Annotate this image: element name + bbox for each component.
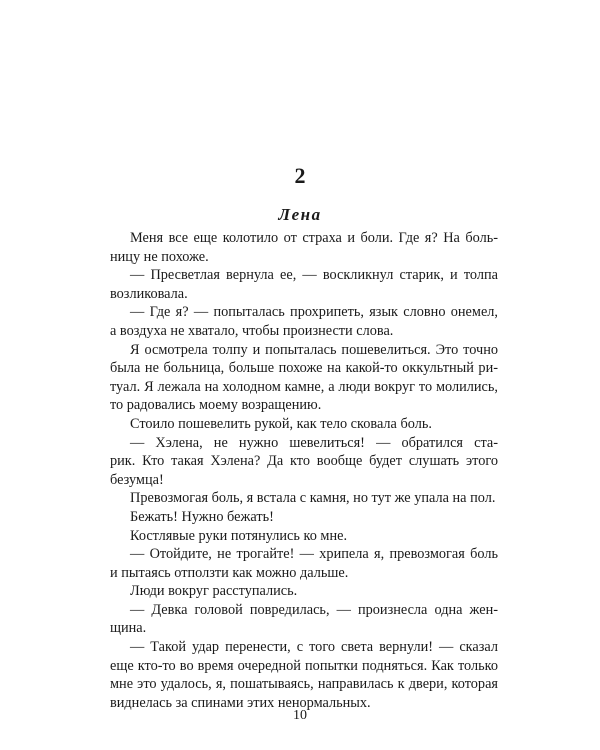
text-line: Я осмотрела толпу и попыталась пошевелиться. Это точно bbox=[130, 341, 498, 358]
text-line: а воздуха не хватало, чтобы произнести слова. bbox=[110, 322, 394, 339]
text-line: — Пресветлая вернула ее, — воскликнул старик, и толпа bbox=[130, 267, 498, 284]
text-line: Стоило пошевелить рукой, как тело сковала боль. bbox=[130, 415, 432, 432]
page-number: 10 bbox=[293, 708, 307, 723]
text-line: то радовались моему возращению. bbox=[110, 397, 322, 414]
text-line: виднелась за спинами этих ненормальных. bbox=[110, 694, 371, 711]
text-line: Костлявые руки потянулись ко мне. bbox=[130, 527, 348, 544]
text-line: мне это удалось, я, пошатываясь, направилась к двери, которая bbox=[110, 676, 498, 693]
text-line: — Такой удар перенести, с того света вернули! — сказал bbox=[130, 639, 498, 656]
text-line: Превозмогая боль, я встала с камня, но тут же упала на пол. bbox=[130, 490, 496, 507]
text-line: туал. Я лежала на холодном камне, а люди вокруг то молились, bbox=[110, 378, 498, 395]
body-text bbox=[110, 229, 498, 712]
text-line: Люди вокруг расступались. bbox=[130, 583, 298, 600]
text-line: рик. Кто такая Хэлена? Да кто вообще будет слушать этого bbox=[110, 453, 498, 470]
text-line: — Хэлена, не нужно шевелиться! — обратился ста- bbox=[130, 434, 498, 451]
chapter-title: Лена bbox=[278, 205, 322, 224]
text-line: Меня все еще колотило от страха и боли. Где я? На боль- bbox=[130, 230, 498, 246]
text-line: еще кто-то во время очередной попытки подняться. Как только bbox=[110, 657, 498, 674]
text-line: — Девка головой повредилась, — произнесла одна жен- bbox=[130, 601, 498, 618]
text-line: и пытаясь отползти как можно дальше. bbox=[110, 564, 349, 581]
text-line: ницу не похоже. bbox=[110, 248, 209, 265]
chapter-number: 2 bbox=[294, 163, 306, 188]
text-line: — Где я? — попыталась прохрипеть, язык словно онемел, bbox=[130, 304, 498, 321]
text-line: возликовала. bbox=[110, 285, 188, 302]
text-line: — Отойдите, не трогайте! — хрипела я, превозмогая боль bbox=[130, 546, 498, 563]
text-line: щина. bbox=[110, 620, 147, 637]
text-line: была не больница, больше похоже на какой-то оккультный ри- bbox=[110, 360, 498, 377]
text-line: Бежать! Нужно бежать! bbox=[130, 508, 274, 525]
text-line: безумца! bbox=[110, 471, 164, 488]
